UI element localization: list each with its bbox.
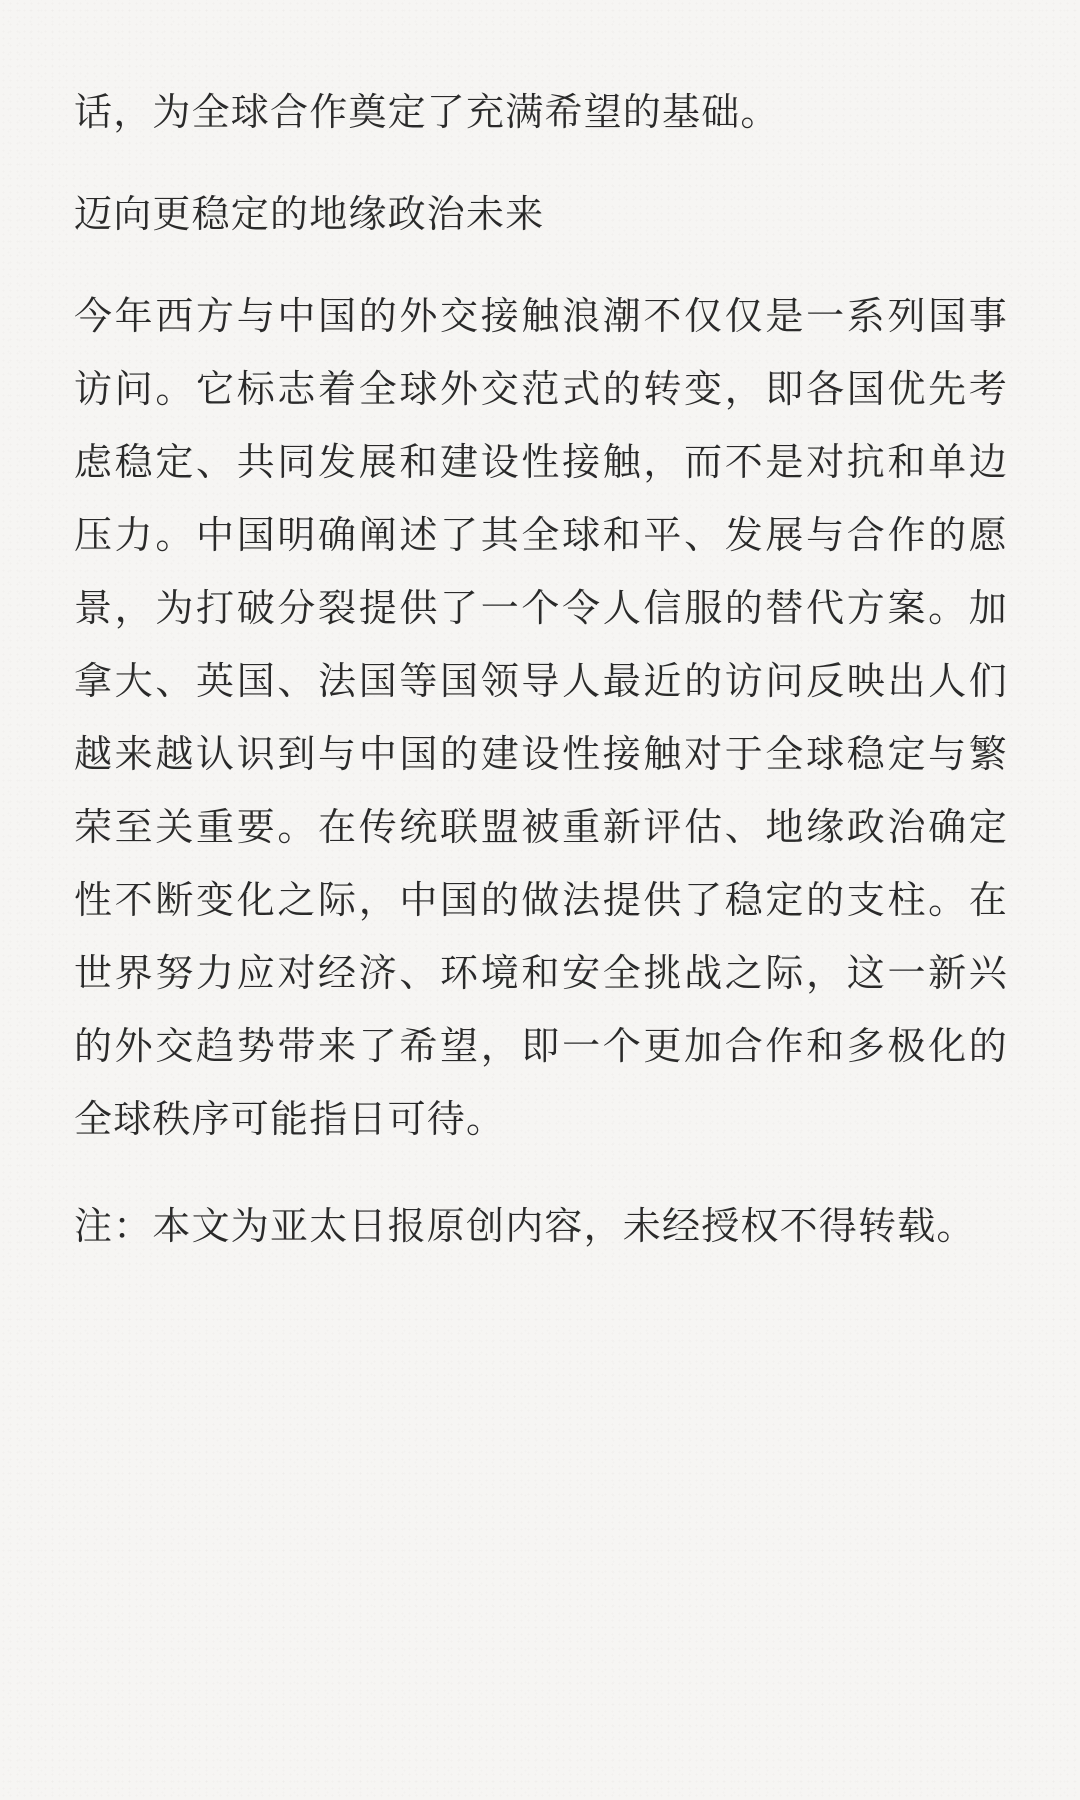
section-heading: 迈向更稳定的地缘政治未来 — [74, 192, 545, 236]
lead-paragraph-tail: 话，为全球合作奠定了充满希望的基础。 — [74, 90, 780, 134]
copyright-note: 注：本文为亚太日报原创内容，未经授权不得转载。 — [74, 1204, 976, 1248]
body-paragraph: 今年西方与中国的外交接触浪潮不仅仅是一系列国事访问。它标志着全球外交范式的转变，即各国优先考虑稳定、共同发展和建设性接触，而不是对抗和单边压力。中国明确阐述了其全球和平、发展与合作的愿景，为打破分裂提供了一个令人信服的替代方案。加拿大、英国、法国等国领导人最近的访问反映出人们越来越认识到与中国的建设性接触对于全球稳定与繁荣至关重要。在传统联盟被重新评估、地缘政治确定性不断变化之际，中国的做法提供了稳定的支柱。在世界努力应对经济、环境和安全挑战之际，这一新兴的外交趋势带来了希望，即一个更加合作和多极化的全球秩序可能指日可待。 — [74, 294, 1008, 1141]
